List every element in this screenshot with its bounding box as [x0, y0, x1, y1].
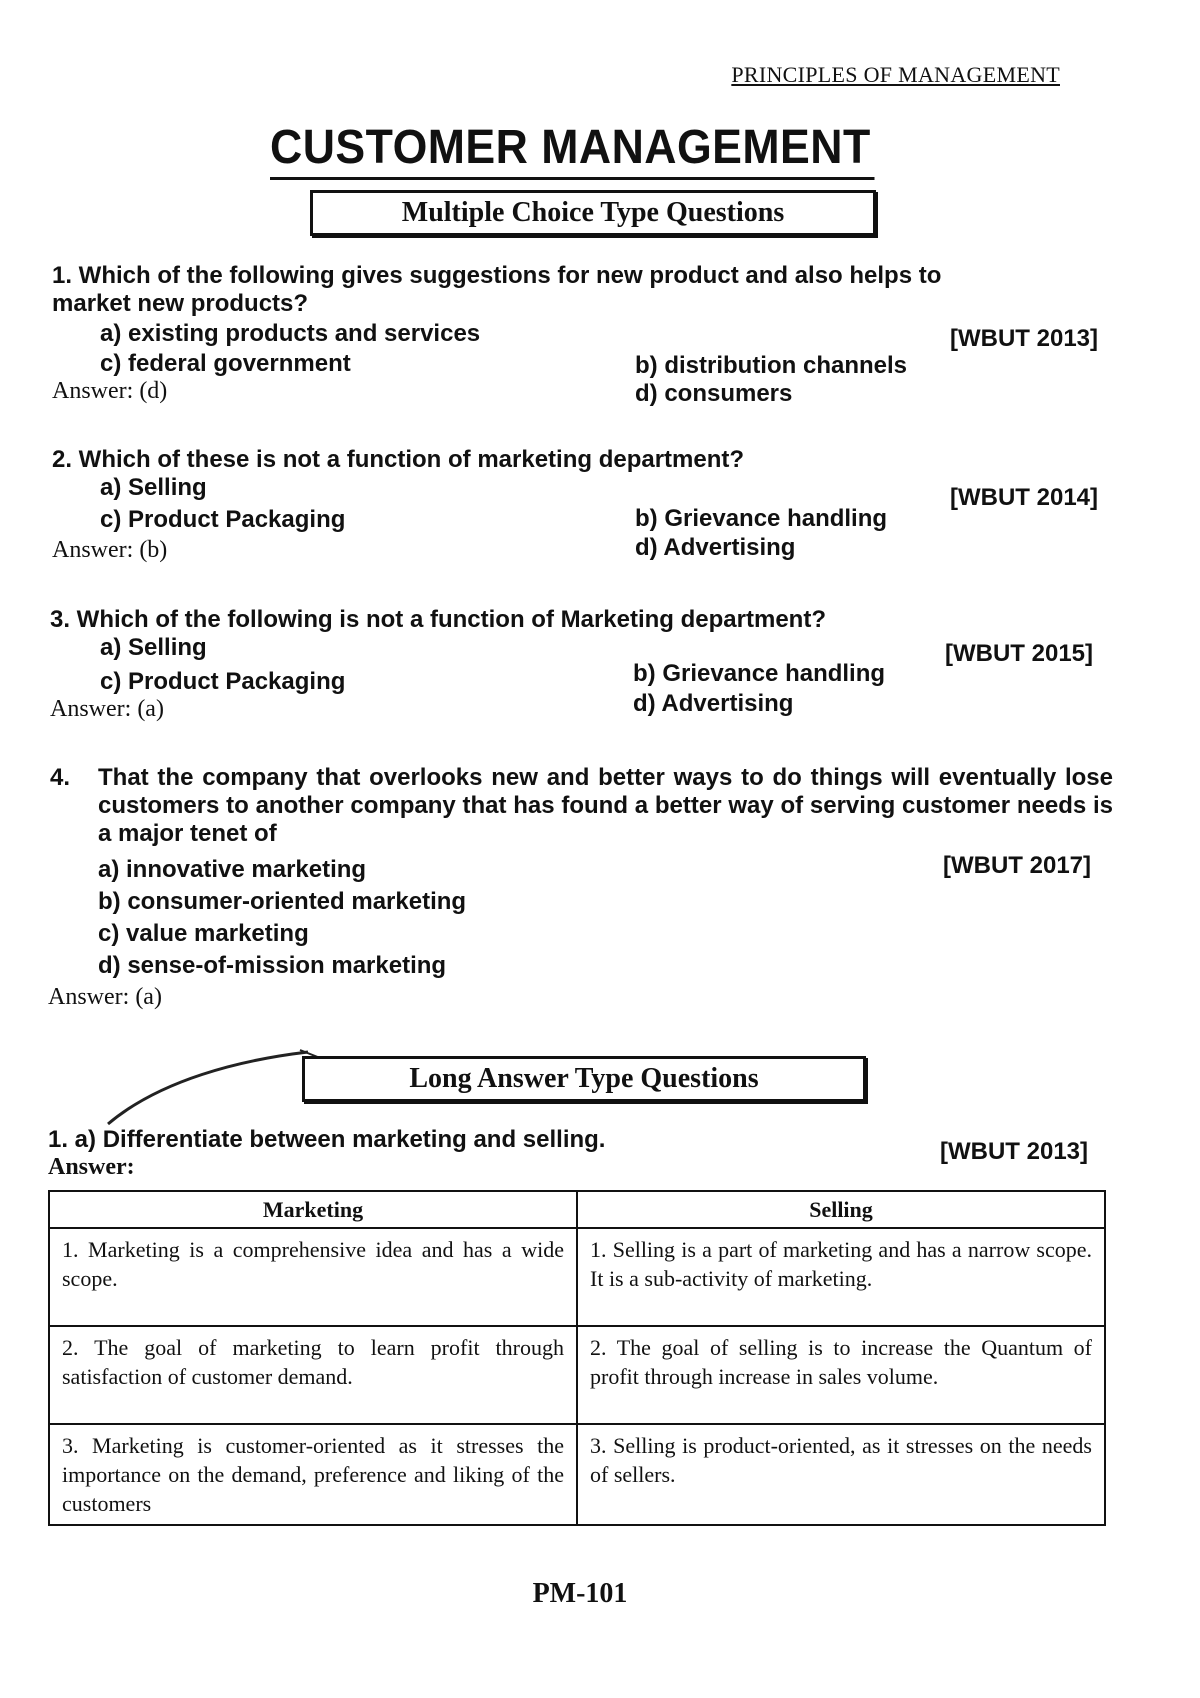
decorative-curve [100, 1040, 320, 1130]
option-d: d) consumers [635, 380, 793, 407]
table-cell: 3. Marketing is customer-oriented as it stresses the importance on the demand, preference and liking of the customers [49, 1424, 577, 1525]
option-a: a) innovative marketing [98, 856, 367, 883]
question-text: 2. Which of these is not a function of marketing department? [52, 446, 745, 473]
option-b: b) consumer-oriented marketing [98, 888, 467, 915]
option-c: c) federal government [100, 350, 351, 377]
answer: Answer: (b) [52, 537, 168, 563]
option-a: a) existing products and services [100, 320, 481, 347]
header-marketing: Marketing [49, 1191, 577, 1228]
answer: Answer: (d) [52, 378, 168, 404]
option-b: b) distribution channels [635, 352, 908, 379]
option-b: b) Grievance handling [633, 660, 886, 687]
option-d: d) sense-of-mission marketing [98, 952, 447, 979]
option-d: d) Advertising [635, 534, 796, 561]
table-cell: 3. Selling is product-oriented, as it stresses on the needs of sellers. [577, 1424, 1105, 1525]
table-header-row [49, 1191, 1105, 1228]
option-d: d) Advertising [633, 690, 794, 717]
option-b: b) Grievance handling [635, 505, 888, 532]
header-selling: Selling [577, 1191, 1105, 1228]
chapter-title: CUSTOMER MANAGEMENT [270, 120, 875, 180]
option-a: a) Selling [100, 474, 207, 501]
answer: Answer: (a) [48, 984, 162, 1010]
table-cell: 1. Selling is a part of marketing and has a narrow scope. It is a sub-activity of marketing. [577, 1228, 1105, 1326]
question-text-line1: 1. Which of the following gives suggestions for new product and also helps to [52, 262, 942, 289]
answer: Answer: (a) [50, 696, 164, 722]
exam-tag: [WBUT 2013] [950, 325, 1099, 352]
option-c: c) Product Packaging [100, 506, 346, 533]
table-row [49, 1228, 1105, 1326]
comparison-table [48, 1190, 1106, 1526]
long-section-heading: Long Answer Type Questions [302, 1056, 866, 1102]
page-number: PM-101 [532, 1578, 628, 1609]
option-a: a) Selling [100, 634, 207, 661]
running-header: PRINCIPLES OF MANAGEMENT [731, 62, 1060, 87]
option-c: c) Product Packaging [100, 668, 346, 695]
mcq-section-heading: Multiple Choice Type Questions [310, 190, 876, 236]
exam-tag: [WBUT 2013] [940, 1138, 1089, 1165]
question-text: That the company that overlooks new and better ways to do things will eventually lose customers to another company that has found a better way of serving customer needs is a major tenet of [98, 764, 1113, 847]
long-question-text: 1. a) Differentiate between marketing and selling. [48, 1126, 606, 1153]
question-text: 3. Which of the following is not a function of Marketing department? [50, 606, 826, 633]
question-text-line2: market new products? [52, 290, 309, 317]
exam-tag: [WBUT 2014] [950, 484, 1099, 511]
table-cell: 2. The goal of marketing to learn profit through satisfaction of customer demand. [49, 1326, 577, 1424]
question-number: 4. [50, 764, 71, 791]
table-row [49, 1326, 1105, 1424]
answer-label: Answer: [48, 1154, 135, 1180]
exam-tag: [WBUT 2017] [943, 852, 1092, 879]
table-row [49, 1424, 1105, 1525]
table-cell: 2. The goal of selling is to increase the Quantum of profit through increase in sales volume. [577, 1326, 1105, 1424]
option-c: c) value marketing [98, 920, 309, 947]
exam-tag: [WBUT 2015] [945, 640, 1094, 667]
table-cell: 1. Marketing is a comprehensive idea and has a wide scope. [49, 1228, 577, 1326]
